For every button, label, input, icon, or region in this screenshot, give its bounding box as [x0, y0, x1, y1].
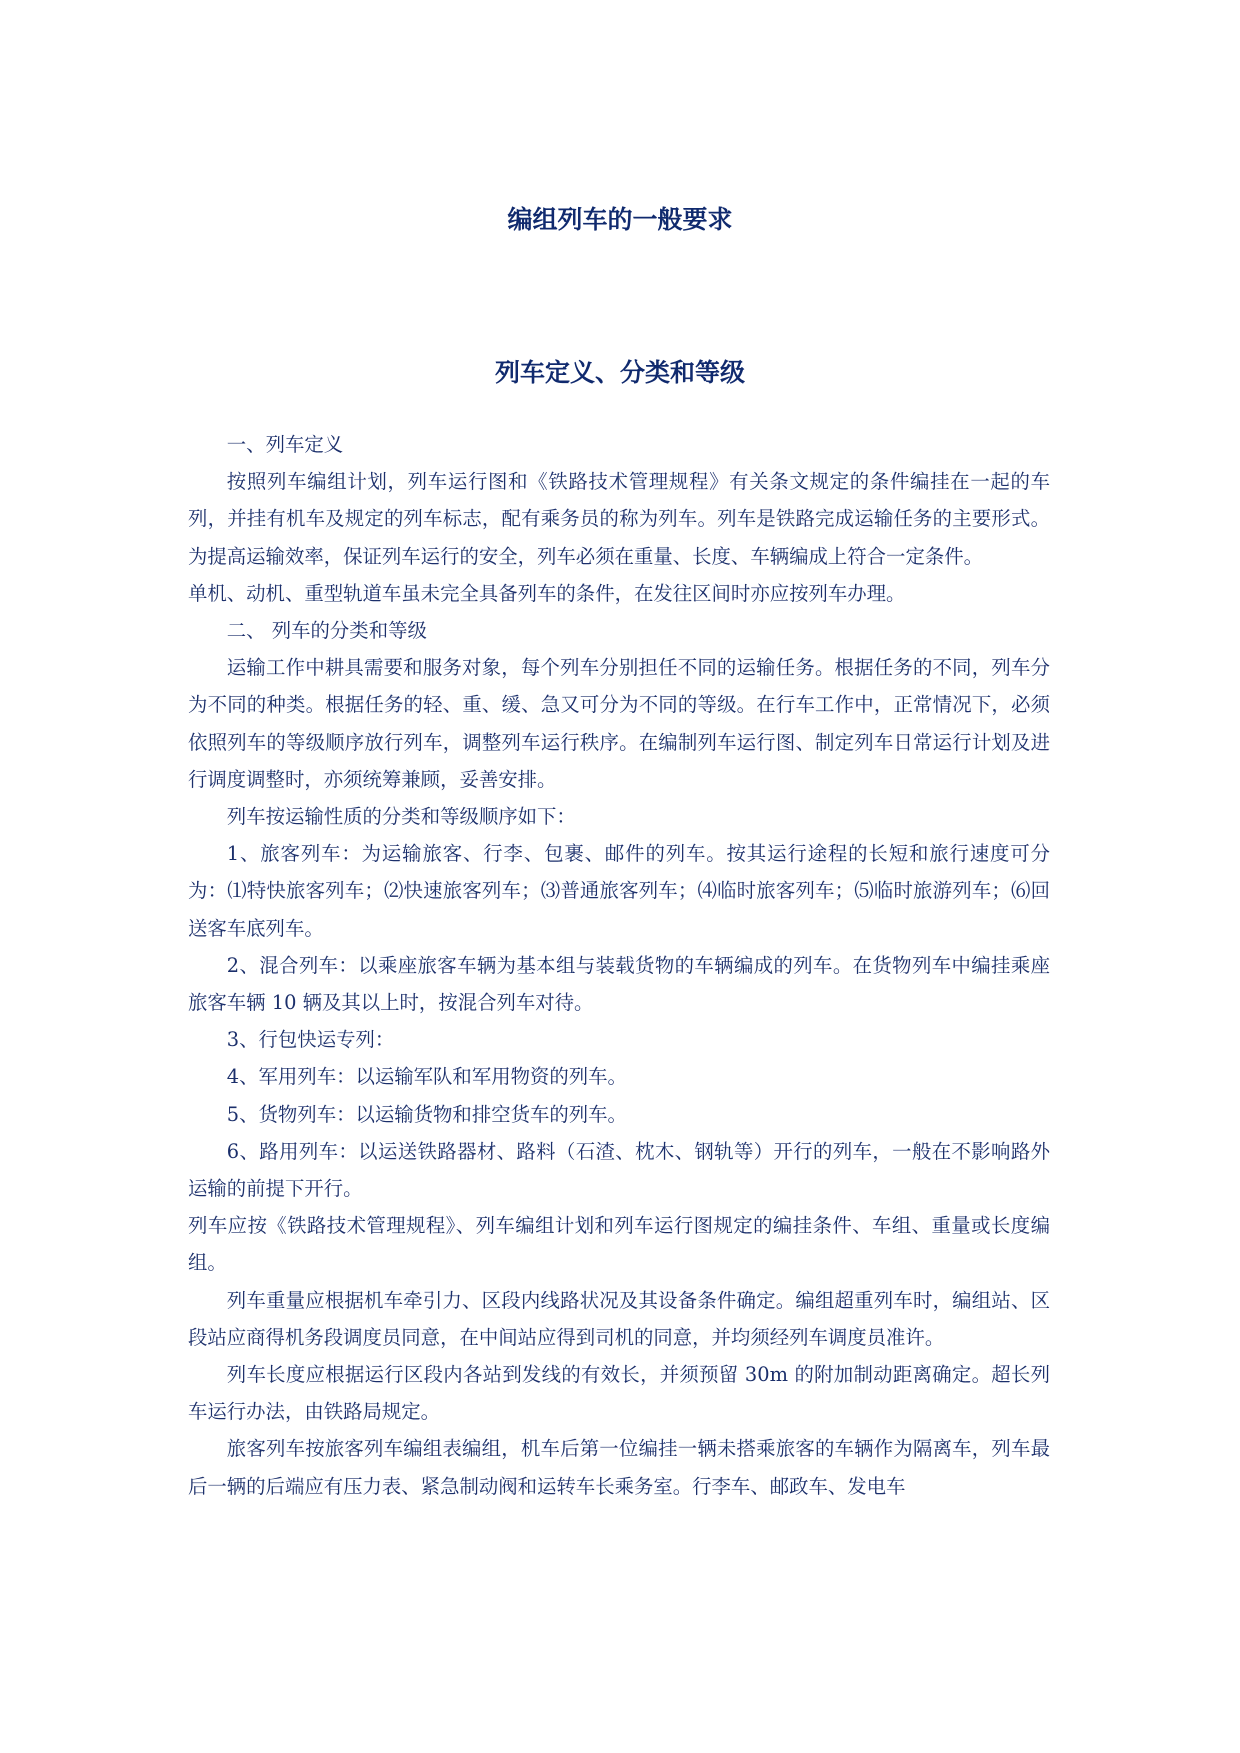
paragraph: 单机、动机、重型轨道车虽未完全具备列车的条件，在发往区间时亦应按列车办理。: [188, 581, 906, 605]
paragraph: 按照列车编组计划，列车运行图和《铁路技术管理规程》有关条文规定的条件编挂在一起的车列，并挂有机车及规定的列车标志，配有乘务员的称为列车。列车是铁路完成运输任务的主要形式。为提高运输效率，保证列车运行的安全，列车必须在重量、长度、车辆编成上符合一定条件。: [188, 470, 1050, 568]
paragraph: 列车按运输性质的分类和等级顺序如下：: [226, 805, 576, 829]
paragraph: 列车长度应根据运行区段内各站到发线的有效长，并须预留 30m 的附加制动距离确定。超长列车运行办法，由铁路局规定。: [188, 1363, 1050, 1424]
paragraph: 二、 列车的分类和等级: [226, 619, 427, 643]
paragraph: 列车重量应根据机车牵引力、区段内线路状况及其设备条件确定。编组超重列车时，编组站、区段站应商得机务段调度员同意，在中间站应得到司机的同意，并均须经列车调度员准许。: [188, 1288, 1050, 1349]
paragraph: 一、列车定义: [226, 433, 344, 456]
paragraph: 6、路用列车：以运送铁路器材、路料（石渣、枕木、钢轨等）开行的列车，一般在不影响路外运输的前提下开行。: [188, 1139, 1050, 1201]
paragraph: 2、混合列车：以乘座旅客车辆为基本组与装载货物的车辆编成的列车。在货物列车中编挂乘座旅客车辆 10 辆及其以上时，按混合列车对待。: [188, 953, 1050, 1015]
document-body: [188, 426, 1050, 1505]
paragraph: 5、货物列车：以运输货物和排空货车的列车。: [226, 1102, 627, 1126]
paragraph: 3、行包快运专列：: [226, 1028, 395, 1052]
paragraph: 4、军用列车：以运输军队和军用物资的列车。: [226, 1065, 627, 1089]
paragraph: 1、旅客列车：为运输旅客、行李、包裹、邮件的列车。按其运行途程的长短和旅行速度可分为：⑴特快旅客列车；⑵快速旅客列车；⑶普通旅客列车；⑷临时旅客列车；⑸临时旅游列车；⑹回送客车底列车。: [188, 842, 1050, 940]
section-title: 列车定义、分类和等级: [494, 358, 745, 387]
document-title: 编组列车的一般要求: [507, 205, 733, 234]
paragraph: 旅客列车按旅客列车编组表编组，机车后第一位编挂一辆未搭乘旅客的车辆作为隔离车，列车最后一辆的后端应有压力表、紧急制动阀和运转车长乘务室。行李车、邮政车、发电车: [188, 1437, 1050, 1498]
paragraph: 列车应按《铁路技术管理规程》、列车编组计划和列车运行图规定的编挂条件、车组、重量或长度编组。: [188, 1214, 1050, 1275]
paragraph: 运输工作中耕具需要和服务对象，每个列车分别担任不同的运输任务。根据任务的不同，列车分为不同的种类。根据任务的轻、重、缓、急又可分为不同的等级。在行车工作中，正常情况下，必须依照列车的等级顺序放行列车，调整列车运行秩序。在编制列车运行图、制定列车日常运行计划及进行调度调整时，亦须统筹兼顾，妥善安排。: [188, 656, 1050, 791]
